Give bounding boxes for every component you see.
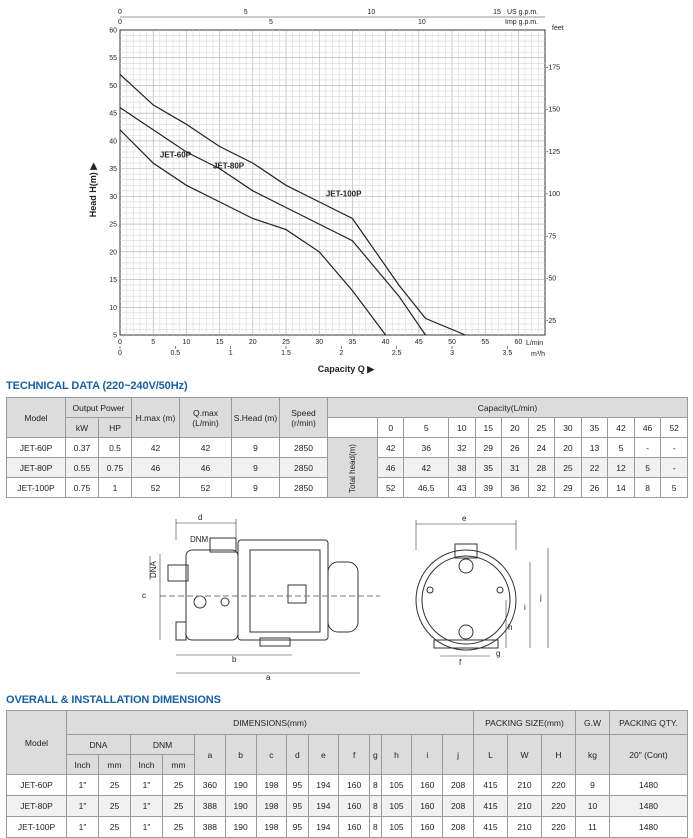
x-tick-lmin: 45 — [414, 339, 423, 346]
header-total-head: Total head(m) — [328, 438, 378, 498]
table-cell: 190 — [225, 775, 256, 796]
y-tick: 50 — [109, 82, 117, 90]
table-cell: 160 — [412, 817, 443, 838]
table-cell: 190 — [225, 817, 256, 838]
dims-header-cont: 20" (Cont) — [610, 735, 688, 775]
dims-header-dna: DNA — [67, 735, 131, 755]
x-tick-lmin: 55 — [481, 339, 490, 346]
table-cell: 25 — [555, 458, 582, 478]
x-tick-m3h: 0.5 — [170, 350, 181, 357]
table-cell: 46 — [377, 458, 404, 478]
unit-feet: feet — [552, 25, 564, 32]
table-cell: 8 — [370, 796, 382, 817]
header-speed: Speed (r/min) — [280, 398, 328, 438]
x-tick-us-gpm: 0 — [118, 9, 122, 16]
dim-label-dna: DNA — [149, 561, 158, 578]
series-label-jet-100p: JET-100P — [325, 189, 362, 199]
dim-label-j: j — [540, 593, 542, 602]
table-cell: 36 — [404, 438, 449, 458]
table-cell: 12 — [608, 458, 635, 478]
header-capacity-col: 0 — [377, 418, 404, 438]
table-cell: JET-80P — [7, 796, 67, 817]
dims-header-letter: j — [443, 735, 474, 775]
table-cell: 39 — [475, 478, 502, 498]
table-cell: 52 — [132, 478, 180, 498]
table-cell: JET-60P — [7, 775, 67, 796]
dims-header-dnm: DNM — [131, 735, 195, 755]
dim-label-c: c — [142, 591, 146, 600]
table-cell: 95 — [287, 775, 308, 796]
y-tick: 45 — [109, 110, 117, 118]
dims-header-letter: f — [339, 735, 370, 775]
table-cell: 0.55 — [66, 458, 99, 478]
dimensions-table — [6, 710, 688, 838]
y-axis-label: Head H(m) ▶ — [88, 162, 98, 218]
x-tick-lmin: 5 — [151, 339, 156, 346]
x-tick-m3h: 0 — [118, 350, 122, 357]
table-cell: 32 — [448, 438, 475, 458]
table-cell: 22 — [581, 458, 608, 478]
table-cell: 10 — [576, 796, 610, 817]
x-tick-lmin: 30 — [315, 339, 324, 346]
dim-label-e: e — [462, 514, 467, 523]
y-tick: 35 — [109, 166, 117, 174]
table-cell: 46 — [132, 458, 180, 478]
dims-header-letter: d — [287, 735, 308, 775]
table-cell: 1480 — [610, 796, 688, 817]
header-output-power: Output Power — [66, 398, 132, 418]
table-cell: 0.37 — [66, 438, 99, 458]
dims-header-letter: g — [370, 735, 382, 775]
y-tick: 10 — [109, 304, 117, 312]
y-tick: 30 — [109, 193, 117, 201]
table-cell: 194 — [308, 817, 339, 838]
table-cell: 1 — [99, 478, 132, 498]
x-tick-lmin: 60 — [514, 339, 523, 346]
x-tick-lmin: 50 — [448, 339, 456, 346]
table-cell: 388 — [195, 817, 226, 838]
table-cell: 220 — [542, 796, 576, 817]
header-capacity-col: 20 — [502, 418, 529, 438]
y-tick: 40 — [109, 138, 117, 146]
header-kw: kW — [66, 418, 99, 438]
x-tick-m3h: 1.5 — [281, 350, 291, 357]
table-cell: - — [634, 438, 661, 458]
x-tick-m3h: 2 — [339, 350, 344, 357]
table-cell: 105 — [381, 817, 412, 838]
dims-header-letter: c — [256, 735, 287, 775]
dims-header-letter: b — [225, 735, 256, 775]
dim-label-a: a — [266, 673, 271, 682]
table-cell: 210 — [508, 775, 542, 796]
x-tick-imp-gpm: 5 — [268, 19, 273, 26]
chart-grid — [120, 30, 545, 335]
table-cell: 35 — [475, 458, 502, 478]
dims-header-unit: mm — [163, 755, 195, 775]
table-cell: 208 — [443, 796, 474, 817]
dimensions-title: OVERALL & INSTALLATION DIMENSIONS — [6, 694, 221, 706]
table-cell: 208 — [443, 817, 474, 838]
x-tick-lmin: 15 — [215, 339, 224, 346]
dims-header-letter: i — [412, 735, 443, 775]
y-tick: 25 — [109, 221, 117, 229]
table-cell: 26 — [581, 478, 608, 498]
table-cell: 220 — [542, 775, 576, 796]
dims-header-kg: kg — [576, 735, 610, 775]
table-row — [7, 817, 688, 838]
y-tick: 55 — [109, 55, 117, 63]
table-cell: 198 — [256, 775, 287, 796]
table-cell: 5 — [661, 478, 688, 498]
table-cell: 28 — [528, 458, 555, 478]
dim-label-h: h — [508, 623, 513, 632]
header-capacity-col: 10 — [448, 418, 475, 438]
table-cell: 9 — [576, 775, 610, 796]
x-tick-lmin: 10 — [182, 339, 191, 346]
table-cell: 9 — [232, 438, 280, 458]
dims-header-w: W — [508, 735, 542, 775]
x-tick-us-gpm: 5 — [243, 9, 248, 16]
x-tick-m3h: 3.5 — [502, 350, 513, 357]
dim-label-d: d — [198, 513, 203, 522]
x-tick-m3h: 3 — [450, 350, 454, 357]
y-tick: 20 — [109, 249, 117, 257]
table-cell: 42 — [377, 438, 404, 458]
dim-label-g: g — [496, 649, 501, 658]
table-cell: 198 — [256, 796, 287, 817]
table-cell: 26 — [502, 438, 529, 458]
table-cell: 210 — [508, 817, 542, 838]
table-cell: 208 — [443, 775, 474, 796]
dims-header-l: L — [474, 735, 508, 775]
table-cell: 8 — [370, 775, 382, 796]
table-cell: 46.5 — [404, 478, 449, 498]
table-cell: 52 — [377, 478, 404, 498]
header-capacity-col: 42 — [608, 418, 635, 438]
table-cell: 194 — [308, 796, 339, 817]
header-capacity-col: 46 — [634, 418, 661, 438]
x-tick-lmin: 20 — [248, 339, 257, 346]
header-shead: S.Head (m) — [232, 398, 280, 438]
table-cell: 25 — [163, 817, 195, 838]
table-cell: 29 — [475, 438, 502, 458]
table-cell: 1" — [131, 817, 163, 838]
technical-data-table — [6, 397, 688, 498]
table-cell: 0.75 — [66, 478, 99, 498]
table-cell: 46 — [180, 458, 232, 478]
dims-header-letter: h — [381, 735, 412, 775]
table-cell: 160 — [412, 775, 443, 796]
dims-header-unit: Inch — [67, 755, 99, 775]
table-cell: 9 — [232, 458, 280, 478]
y-tick: 60 — [109, 27, 117, 35]
table-cell: 11 — [576, 817, 610, 838]
y-tick: 15 — [109, 277, 117, 285]
series-label-jet-60p: JET-60P — [159, 150, 191, 160]
x-tick-m3h: 2.5 — [391, 350, 402, 357]
table-cell: 29 — [555, 478, 582, 498]
table-cell: 25 — [99, 775, 131, 796]
table-cell: 198 — [256, 817, 287, 838]
table-row — [7, 796, 688, 817]
table-cell: 388 — [195, 796, 226, 817]
table-cell: 95 — [287, 796, 308, 817]
header-model: Model — [7, 398, 66, 438]
table-row — [7, 775, 688, 796]
table-cell: 14 — [608, 478, 635, 498]
y-tick-feet: -25 — [546, 317, 557, 325]
dim-label-f: f — [459, 658, 462, 667]
y-tick-feet: -75 — [546, 233, 557, 241]
table-cell: 24 — [528, 438, 555, 458]
dims-header-model: Model — [7, 711, 67, 775]
pump-dimension-drawings — [0, 510, 693, 690]
header-capacity-col: 30 — [555, 418, 582, 438]
table-cell: 105 — [381, 796, 412, 817]
table-cell: - — [661, 458, 688, 478]
table-cell: 1" — [67, 796, 99, 817]
table-cell: 25 — [163, 775, 195, 796]
header-capacity-col: 35 — [581, 418, 608, 438]
table-cell: 32 — [528, 478, 555, 498]
table-cell: 5 — [608, 438, 635, 458]
table-cell: 194 — [308, 775, 339, 796]
table-cell: 160 — [339, 775, 370, 796]
header-qmax: Q.max (L/min) — [180, 398, 232, 438]
x-tick-m3h: 1 — [228, 350, 233, 357]
dims-header-h: H — [542, 735, 576, 775]
table-cell: - — [661, 438, 688, 458]
pump-side-view — [160, 538, 380, 646]
table-cell: 42 — [132, 438, 180, 458]
table-cell: 220 — [542, 817, 576, 838]
table-cell: 160 — [412, 796, 443, 817]
table-cell: 43 — [448, 478, 475, 498]
dims-header-qty: PACKING QTY. — [610, 711, 688, 735]
table-cell: 38 — [448, 458, 475, 478]
table-cell: 415 — [474, 796, 508, 817]
table-cell: 160 — [339, 796, 370, 817]
table-cell: 415 — [474, 817, 508, 838]
table-cell: 42 — [404, 458, 449, 478]
dims-header-letter: e — [308, 735, 339, 775]
front-view-dimension-lines — [416, 520, 548, 656]
x-tick-us-gpm: 15 — [493, 9, 501, 16]
table-cell: 0.75 — [99, 458, 132, 478]
x-tick-lmin: 40 — [381, 339, 390, 346]
table-cell: 25 — [163, 796, 195, 817]
table-cell: JET-60P — [7, 438, 66, 458]
unit-m3h: m³/h — [531, 351, 545, 358]
y-tick-feet: -50 — [546, 275, 557, 283]
table-cell: 8 — [634, 478, 661, 498]
table-cell: 1480 — [610, 775, 688, 796]
dim-label-i: i — [524, 603, 526, 612]
header-hmax: H.max (m) — [132, 398, 180, 438]
y-tick: 5 — [113, 332, 117, 340]
technical-data-title: TECHNICAL DATA (220~240V/50Hz) — [6, 380, 188, 392]
header-capacity-col: 5 — [404, 418, 449, 438]
table-cell: 9 — [232, 478, 280, 498]
table-cell: 1" — [67, 817, 99, 838]
table-cell: 415 — [474, 775, 508, 796]
table-cell: 36 — [502, 478, 529, 498]
table-cell: 2850 — [280, 458, 328, 478]
unit-imp-gpm: Imp g.p.m. — [505, 19, 539, 26]
table-cell: 52 — [180, 478, 232, 498]
dim-label-b: b — [232, 655, 237, 664]
x-tick-us-gpm: 10 — [367, 9, 376, 16]
table-cell: 1" — [131, 775, 163, 796]
table-cell: JET-100P — [7, 478, 66, 498]
y-tick-feet: -150 — [546, 106, 561, 114]
table-cell: 105 — [381, 775, 412, 796]
table-cell: 5 — [634, 458, 661, 478]
dims-header-unit: Inch — [131, 755, 163, 775]
table-cell: 25 — [99, 817, 131, 838]
table-cell: 1" — [67, 775, 99, 796]
header-capacity-col: 52 — [661, 418, 688, 438]
dims-header-packing: PACKING SIZE(mm) — [474, 711, 576, 735]
table-cell: 160 — [339, 817, 370, 838]
dims-header-letter: a — [195, 735, 226, 775]
table-cell: 2850 — [280, 478, 328, 498]
dims-header-gw: G.W — [576, 711, 610, 735]
x-tick-imp-gpm: 0 — [118, 19, 122, 26]
table-cell: 0.5 — [99, 438, 132, 458]
x-tick-imp-gpm: 10 — [417, 19, 426, 26]
y-tick-feet: -100 — [546, 191, 561, 199]
dim-label-dnm: DNM — [190, 535, 209, 544]
performance-chart — [0, 0, 693, 378]
header-capacity: Capacity(L/min) — [328, 398, 688, 418]
table-cell: 1" — [131, 796, 163, 817]
x-axis-label: Capacity Q ▶ — [317, 364, 375, 374]
table-cell: 20 — [555, 438, 582, 458]
header-capacity-col: 15 — [475, 418, 502, 438]
dims-header-dimensions: DIMENSIONS(mm) — [67, 711, 474, 735]
y-tick-feet: -175 — [546, 64, 561, 72]
unit-lmin: L/min — [526, 340, 544, 347]
table-cell: 42 — [180, 438, 232, 458]
table-cell: 13 — [581, 438, 608, 458]
table-cell: 31 — [502, 458, 529, 478]
table-cell: 25 — [99, 796, 131, 817]
header-capacity-col: 25 — [528, 418, 555, 438]
table-cell: JET-80P — [7, 458, 66, 478]
pump-front-view — [416, 544, 516, 650]
table-cell: 1480 — [610, 817, 688, 838]
unit-us-gpm: US g.p.m. — [507, 9, 539, 16]
x-tick-lmin: 25 — [282, 339, 290, 346]
table-cell: 2850 — [280, 438, 328, 458]
table-cell: 210 — [508, 796, 542, 817]
dims-header-unit: mm — [99, 755, 131, 775]
y-tick-feet: -125 — [546, 148, 561, 156]
table-cell: 360 — [195, 775, 226, 796]
table-cell: 95 — [287, 817, 308, 838]
series-label-jet-80p: JET-80P — [212, 161, 245, 171]
table-cell: 190 — [225, 796, 256, 817]
x-tick-lmin: 35 — [348, 339, 357, 346]
table-cell: JET-100P — [7, 817, 67, 838]
header-hp: HP — [99, 418, 132, 438]
x-tick-lmin: 0 — [118, 339, 122, 346]
table-row — [7, 438, 688, 458]
table-cell: 8 — [370, 817, 382, 838]
